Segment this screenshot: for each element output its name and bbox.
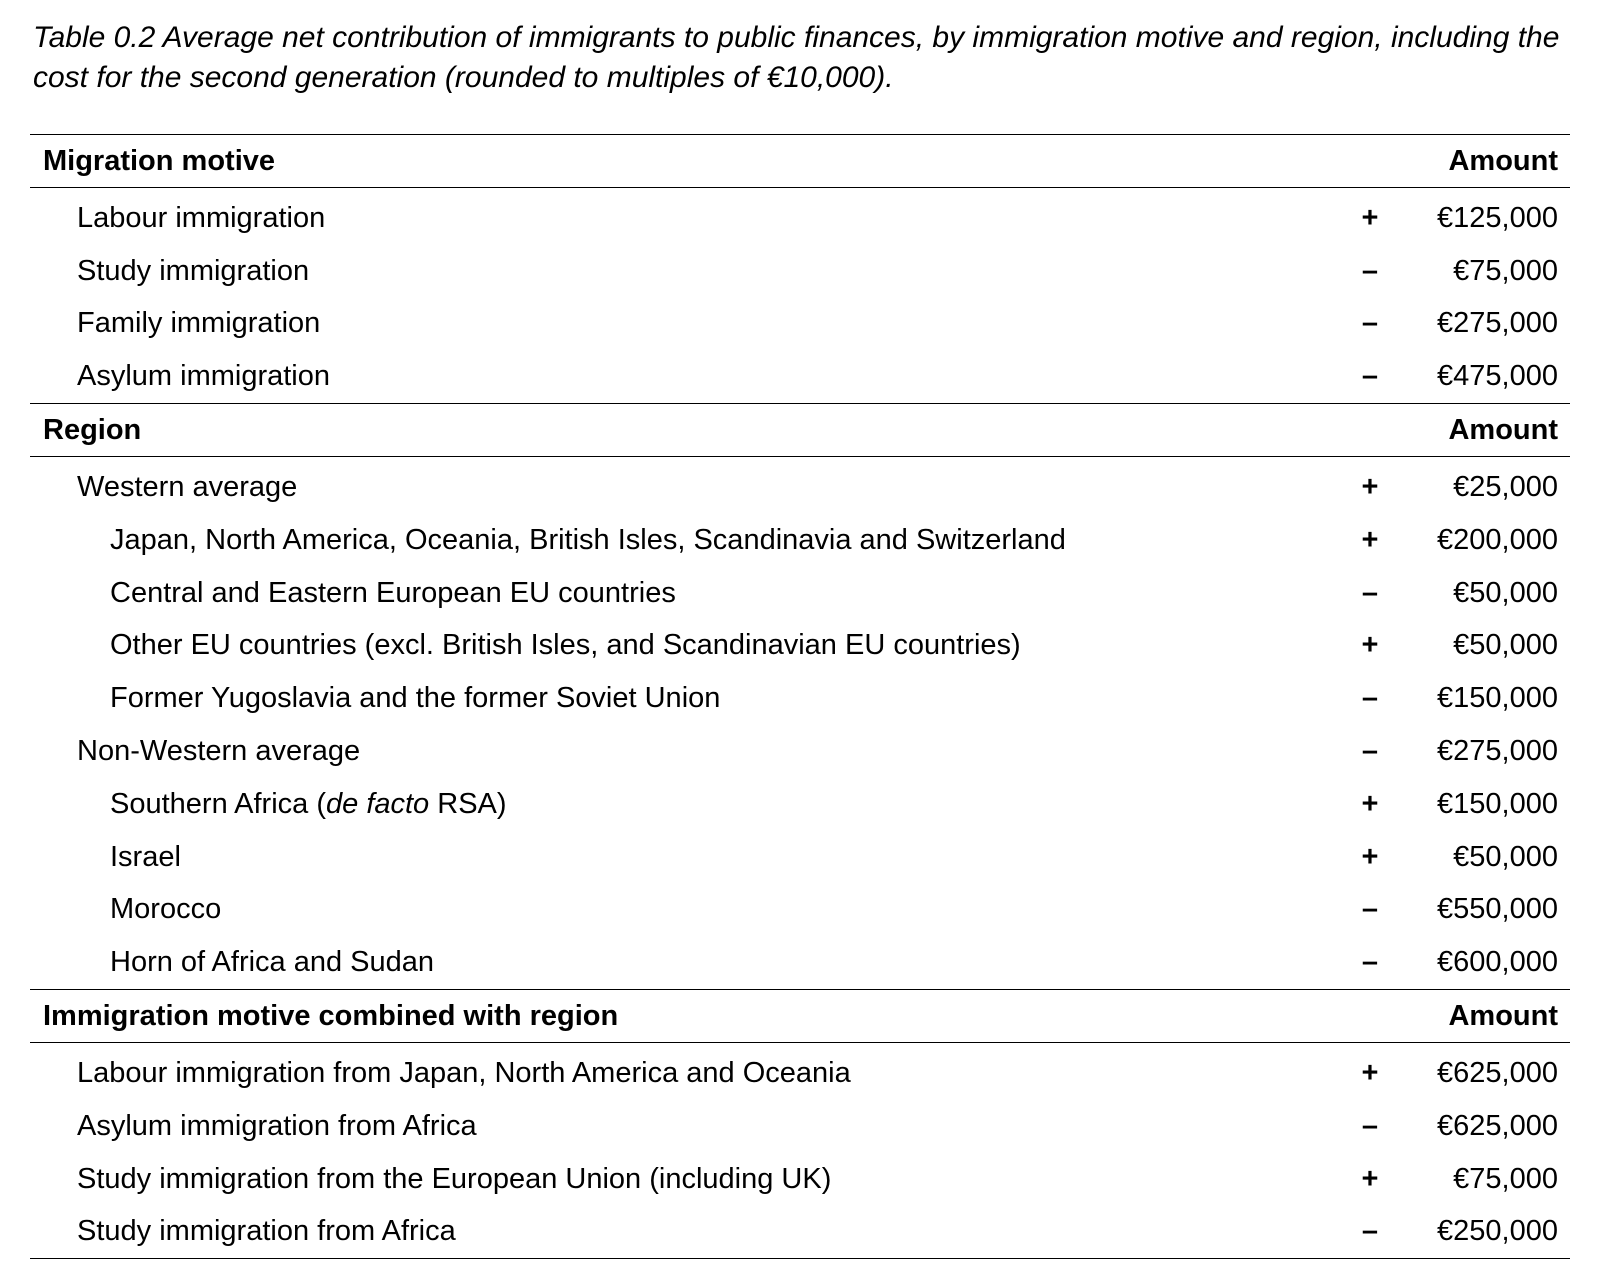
row-amount: €250,000 [1437, 1215, 1558, 1248]
row-label: Study immigration [77, 254, 310, 287]
row-label: Study immigration from Africa [77, 1215, 456, 1248]
sign-indicator: + [1361, 523, 1379, 556]
row-label: Family immigration [77, 307, 321, 340]
table-row [30, 831, 1570, 884]
sign-indicator: – [1361, 682, 1379, 715]
row-amount: €50,000 [1453, 840, 1558, 873]
row-label-italic: de facto [326, 787, 430, 820]
table-row [30, 672, 1570, 725]
row-label: Israel [110, 840, 181, 873]
section-header-migration-motive [30, 135, 1570, 187]
sign-indicator: + [1361, 840, 1379, 873]
sign-indicator: – [1361, 1109, 1379, 1142]
sign-indicator: – [1361, 360, 1379, 393]
table-row [30, 1100, 1570, 1153]
row-amount: €475,000 [1437, 360, 1558, 393]
table-row [30, 514, 1570, 567]
table-row [30, 936, 1570, 989]
row-amount: €275,000 [1437, 307, 1558, 340]
row-amount: €50,000 [1453, 576, 1558, 609]
table-rule [30, 1258, 1570, 1259]
row-amount: €25,000 [1453, 471, 1558, 504]
row-amount: €625,000 [1437, 1109, 1558, 1142]
amount-column-header: Amount [1448, 413, 1558, 446]
sign-indicator: – [1361, 1215, 1379, 1248]
row-amount: €150,000 [1437, 787, 1558, 820]
sign-indicator: – [1361, 254, 1379, 287]
sign-indicator: – [1361, 576, 1379, 609]
section-header-region [30, 404, 1570, 456]
row-label: Western average [77, 471, 298, 504]
row-amount: €625,000 [1437, 1057, 1558, 1090]
row-label: Asylum immigration [77, 360, 330, 393]
amount-column-header: Amount [1448, 999, 1558, 1032]
table-row [30, 884, 1570, 937]
row-amount: €275,000 [1437, 735, 1558, 768]
section-header-combined [30, 990, 1570, 1042]
table-row [30, 461, 1570, 514]
sign-indicator: + [1361, 787, 1379, 820]
row-label: Former Yugoslavia and the former Soviet Union [110, 682, 721, 715]
section-header-label: Immigration motive combined with region [43, 999, 619, 1032]
sign-indicator: + [1361, 201, 1379, 234]
row-label: Labour immigration [77, 201, 326, 234]
row-amount: €550,000 [1437, 893, 1558, 926]
row-amount: €50,000 [1453, 629, 1558, 662]
table-row [30, 778, 1570, 831]
row-amount: €125,000 [1437, 201, 1558, 234]
sign-indicator: – [1361, 893, 1379, 926]
section-header-label: Region [43, 413, 142, 446]
row-label-post: RSA) [429, 787, 507, 820]
row-label: Central and Eastern European EU countries [110, 576, 676, 609]
table-row [30, 1047, 1570, 1100]
sign-indicator: + [1361, 629, 1379, 662]
row-label: Study immigration from the European Union (including UK) [77, 1162, 832, 1195]
data-table [30, 134, 1570, 1259]
section-header-label: Migration motive [43, 144, 276, 177]
table-row [30, 1206, 1570, 1259]
row-label: Asylum immigration from Africa [77, 1109, 477, 1142]
sign-indicator: – [1361, 307, 1379, 340]
sign-indicator: – [1361, 735, 1379, 768]
table-caption: Table 0.2 Average net contribution of immigrants to public finances, by immigration motive and region, including the cost for the second generation (rounded to multiples of €10,000). [33, 21, 1560, 94]
row-label: Horn of Africa and Sudan [110, 946, 435, 979]
amount-column-header: Amount [1448, 144, 1558, 177]
table-row [30, 1153, 1570, 1206]
row-label: Japan, North America, Oceania, British Isles, Scandinavia and Switzerland [110, 523, 1066, 556]
row-label: Labour immigration from Japan, North America and Oceania [77, 1057, 851, 1090]
table-row [30, 192, 1570, 245]
table-row [30, 298, 1570, 351]
row-amount: €150,000 [1437, 682, 1558, 715]
table-row [30, 350, 1570, 403]
row-amount: €75,000 [1453, 254, 1558, 287]
row-label-pre: Southern Africa ( [110, 787, 326, 820]
sign-indicator: – [1361, 946, 1379, 979]
sign-indicator: + [1361, 471, 1379, 504]
table-row [30, 725, 1570, 778]
row-amount: €200,000 [1437, 523, 1558, 556]
table-row [30, 245, 1570, 298]
row-label: Other EU countries (excl. British Isles, and Scandinavian EU countries) [110, 629, 1021, 662]
table-row [30, 567, 1570, 620]
sign-indicator: + [1361, 1057, 1379, 1090]
sign-indicator: + [1361, 1162, 1379, 1195]
row-label [30, 788, 1340, 821]
row-amount: €600,000 [1437, 946, 1558, 979]
row-label: Non-Western average [77, 735, 361, 768]
row-amount: €75,000 [1453, 1162, 1558, 1195]
table-row [30, 620, 1570, 673]
row-label: Morocco [110, 893, 222, 926]
